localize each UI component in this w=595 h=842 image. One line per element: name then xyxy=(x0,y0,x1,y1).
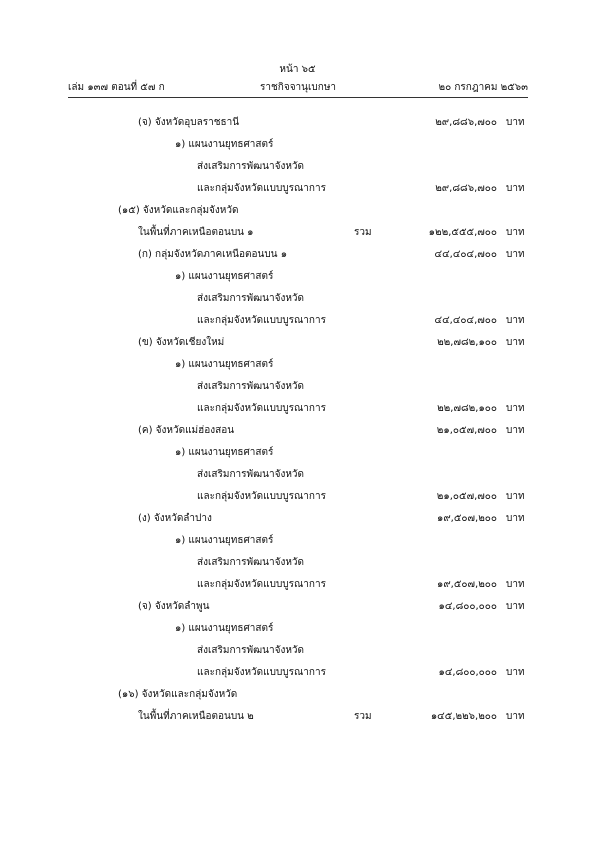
entry-text: (๑๕) จังหวัดและกลุ่มจังหวัด xyxy=(118,205,239,216)
entry-unit: บาท xyxy=(506,249,525,260)
entry-text: (จ) จังหวัดอุบลราชธานี xyxy=(138,117,240,128)
entry-text: (ก) กลุ่มจังหวัดภาคเหนือตอนบน ๑ xyxy=(138,249,288,260)
entry-unit: บาท xyxy=(506,711,525,722)
entry-text: และกลุ่มจังหวัดแบบบูรณาการ xyxy=(197,183,326,194)
publication-date: ๒๐ กรกฎาคม ๒๕๖๓ xyxy=(438,82,528,93)
page-number: หน้า ๖๕ xyxy=(279,64,316,75)
entry-unit: บาท xyxy=(506,117,525,128)
entry-text: ๑) แผนงานยุทธศาสตร์ xyxy=(175,447,274,458)
entry-amount: ๑๒๒,๕๕๕,๗๐๐ xyxy=(428,227,497,238)
entry-unit: บาท xyxy=(506,315,525,326)
entry-text: ส่งเสริมการพัฒนาจังหวัด xyxy=(197,557,305,568)
entry-amount: ๑๔,๘๐๐,๐๐๐ xyxy=(438,601,497,612)
entry-text: ในพื้นที่ภาคเหนือตอนบน ๒ xyxy=(138,711,254,722)
entry-amount: ๒๒,๗๘๒,๑๐๐ xyxy=(437,403,497,414)
gazette-title: ราชกิจจานุเบกษา xyxy=(260,82,337,93)
entry-amount: ๔๔,๔๐๔,๗๐๐ xyxy=(434,315,497,326)
entry-text: (ค) จังหวัดแม่ฮ่องสอน xyxy=(138,425,235,436)
entry-text: ส่งเสริมการพัฒนาจังหวัด xyxy=(197,469,305,480)
entry-amount: ๒๙,๘๘๖,๗๐๐ xyxy=(435,117,497,128)
volume-issue: เล่ม ๑๓๗ ตอนที่ ๕๗ ก xyxy=(68,82,165,93)
entry-text: (จ) จังหวัดลำพูน xyxy=(138,601,210,612)
entry-unit: บาท xyxy=(506,425,525,436)
entry-text: (ข) จังหวัดเชียงใหม่ xyxy=(138,337,225,348)
entry-text: และกลุ่มจังหวัดแบบบูรณาการ xyxy=(197,491,326,502)
entry-amount: ๒๑,๐๕๗,๗๐๐ xyxy=(436,425,497,436)
entry-text: ๑) แผนงานยุทธศาสตร์ xyxy=(175,139,274,150)
entry-amount: ๒๑,๐๕๗,๗๐๐ xyxy=(436,491,497,502)
entry-text: ส่งเสริมการพัฒนาจังหวัด xyxy=(197,293,305,304)
entry-text: ส่งเสริมการพัฒนาจังหวัด xyxy=(197,381,305,392)
entry-unit: บาท xyxy=(506,491,525,502)
entry-text: และกลุ่มจังหวัดแบบบูรณาการ xyxy=(197,579,326,590)
entry-text: ในพื้นที่ภาคเหนือตอนบน ๑ xyxy=(138,227,254,238)
entry-text: ๑) แผนงานยุทธศาสตร์ xyxy=(175,359,274,370)
entry-amount: ๒๒,๗๘๒,๑๐๐ xyxy=(437,337,497,348)
entry-amount: ๑๔๕,๒๒๖,๒๐๐ xyxy=(430,711,497,722)
entry-text: ๑) แผนงานยุทธศาสตร์ xyxy=(175,535,274,546)
entry-unit: บาท xyxy=(506,227,525,238)
entry-unit: บาท xyxy=(506,403,525,414)
entry-unit: บาท xyxy=(506,601,525,612)
entry-text: ๑) แผนงานยุทธศาสตร์ xyxy=(175,271,274,282)
entry-text: ๑) แผนงานยุทธศาสตร์ xyxy=(175,623,274,634)
entry-amount: ๒๙,๘๘๖,๗๐๐ xyxy=(435,183,497,194)
entry-unit: บาท xyxy=(506,513,525,524)
entry-text: และกลุ่มจังหวัดแบบบูรณาการ xyxy=(197,667,326,678)
entry-amount: ๑๙,๕๐๗,๒๐๐ xyxy=(436,579,497,590)
entry-text: (๑๖) จังหวัดและกลุ่มจังหวัด xyxy=(118,689,238,700)
entry-text: และกลุ่มจังหวัดแบบบูรณาการ xyxy=(197,403,326,414)
entry-amount: ๔๔,๔๐๔,๗๐๐ xyxy=(434,249,497,260)
entry-amount: ๑๙,๕๐๗,๒๐๐ xyxy=(436,513,497,524)
entry-amount: ๑๔,๘๐๐,๐๐๐ xyxy=(438,667,497,678)
entry-total-label: รวม xyxy=(354,227,372,238)
entry-unit: บาท xyxy=(506,579,525,590)
entry-unit: บาท xyxy=(506,667,525,678)
entry-text: (ง) จังหวัดลำปาง xyxy=(138,513,212,524)
header-rule xyxy=(68,97,528,98)
entry-unit: บาท xyxy=(506,337,525,348)
entry-unit: บาท xyxy=(506,183,525,194)
entry-text: และกลุ่มจังหวัดแบบบูรณาการ xyxy=(197,315,326,326)
entry-text: ส่งเสริมการพัฒนาจังหวัด xyxy=(197,161,305,172)
entry-total-label: รวม xyxy=(354,711,372,722)
entry-text: ส่งเสริมการพัฒนาจังหวัด xyxy=(197,645,305,656)
